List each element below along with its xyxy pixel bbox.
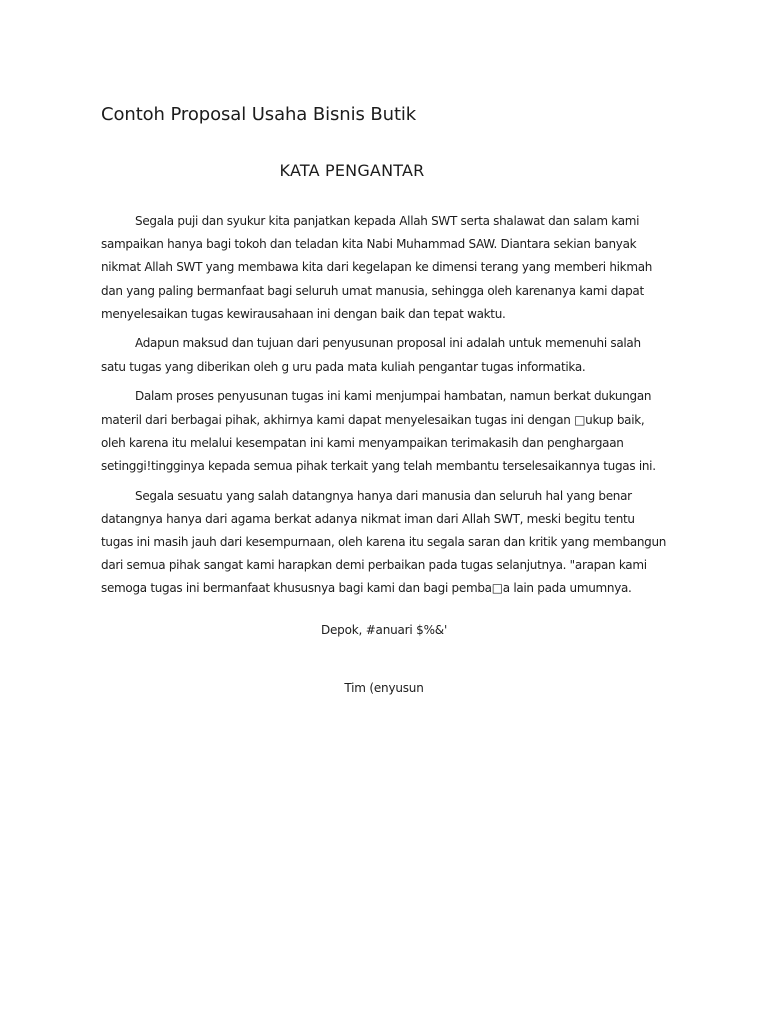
- paragraph-line: Adapun maksud dan tujuan dari penyusunan proposal ini adalah untuk memenuhi salah: [135, 336, 641, 351]
- paragraph-line: menyelesaikan tugas kewirausahaan ini dengan baik dan tepat waktu.: [101, 306, 506, 321]
- paragraph-line: sampaikan hanya bagi tokoh dan teladan kita Nabi Muhammad SAW. Diantara sekian banyak: [101, 237, 637, 252]
- paragraph-line: Dalam proses penyusunan tugas ini kami menjumpai hambatan, namun berkat dukungan: [135, 389, 652, 404]
- paragraph: [101, 332, 661, 378]
- paragraph-line: dari semua pihak sangat kami harapkan demi perbaikan pada tugas selanjutnya. "arapan kami: [101, 558, 647, 573]
- body-text: [101, 210, 667, 607]
- paragraph-line: setinggi!tingginya kepada semua pihak terkait yang telah membantu terselesaikannya tugas ini.: [101, 458, 656, 473]
- paragraph: [101, 385, 661, 478]
- paragraph: [101, 210, 661, 326]
- section-heading: KATA PENGANTAR: [279, 161, 425, 180]
- paragraph-line: Segala sesuatu yang salah datangnya hanya dari manusia dan seluruh hal yang benar: [135, 488, 632, 503]
- paragraph-line: oleh karena itu melalui kesempatan ini kami menyampaikan terimakasih dan penghargaan: [101, 435, 624, 450]
- signature: Tim (enyusun: [344, 681, 424, 695]
- paragraph-line: datangnya hanya dari agama berkat adanya nikmat iman dari Allah SWT, meski begitu tentu: [101, 511, 635, 526]
- place-date: Depok, #anuari $%&': [320, 623, 448, 637]
- paragraph-line: Segala puji dan syukur kita panjatkan kepada Allah SWT serta shalawat dan salam kami: [135, 214, 640, 228]
- paragraph-line: semoga tugas ini bermanfaat khususnya bagi kami dan bagi pemba□a lain pada umumnya.: [101, 581, 632, 596]
- paragraph-line: dan yang paling bermanfaat bagi seluruh umat manusia, sehingga oleh karenanya kami dapat: [101, 283, 644, 298]
- paragraph-line: satu tugas yang diberikan oleh g uru pada mata kuliah pengantar tugas informatika.: [101, 359, 586, 374]
- paragraph-line: tugas ini masih jauh dari kesempurnaan, oleh karena itu segala saran dan kritik yang membangun: [101, 534, 667, 549]
- paragraph: [101, 485, 667, 601]
- document-title: Contoh Proposal Usaha Bisnis Butik: [101, 104, 417, 125]
- paragraph-line: materil dari berbagai pihak, akhirnya kami dapat menyelesaikan tugas ini dengan □ukup baik,: [101, 412, 645, 427]
- paragraph-line: nikmat Allah SWT yang membawa kita dari kegelapan ke dimensi terang yang memberi hikmah: [101, 260, 653, 275]
